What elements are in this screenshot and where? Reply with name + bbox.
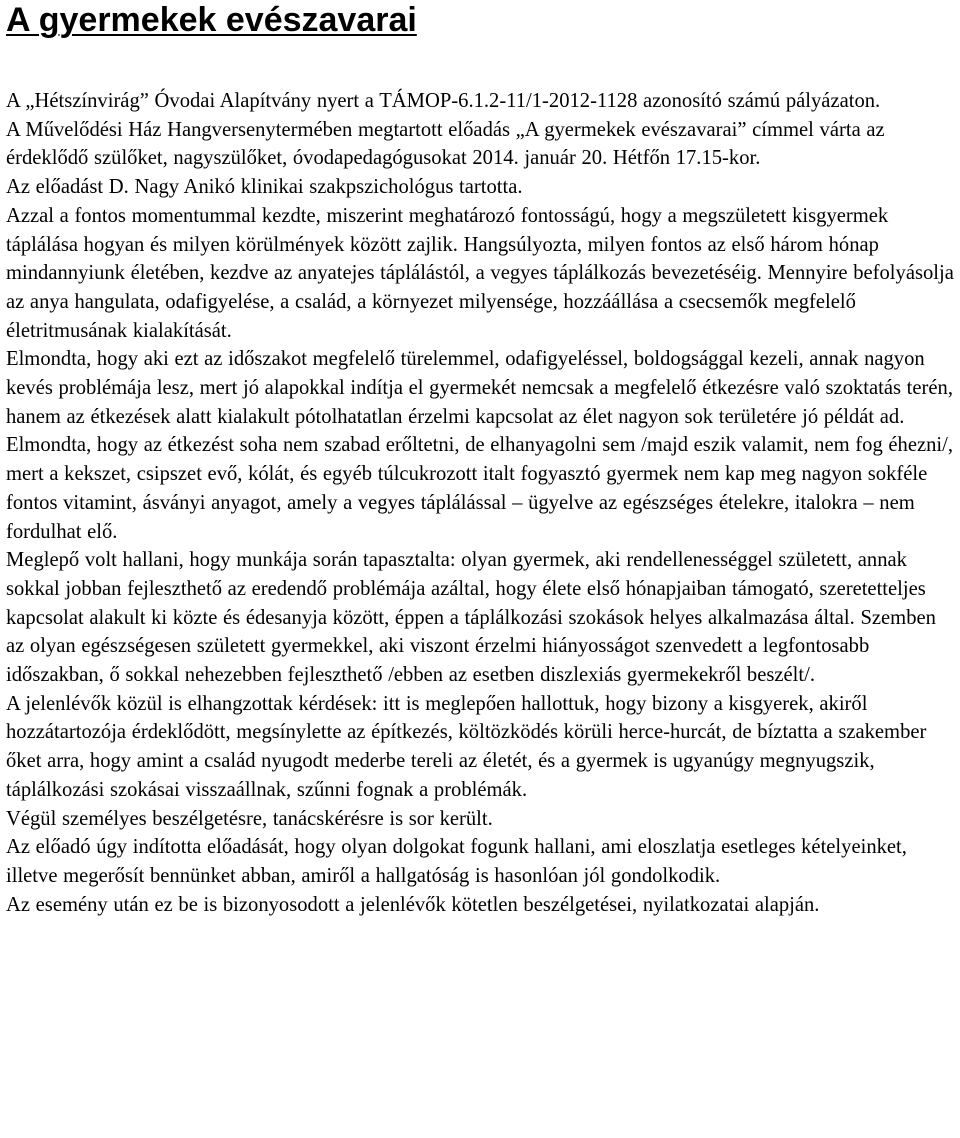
paragraph-conclusion: Az esemény után ez be is bizonyosodott a jelenlévők kötetlen beszélgetései, nyilatkozatai alapján. [6,893,820,916]
page-title: A gyermekek evészavarai [6,1,417,39]
paragraph-development: Meglepő volt hallani, hogy munkája során tapasztalta: olyan gyermek, aki rendellenességgel született, annak sokkal jobban fejleszthető az eredendő problémája azáltal, hogy élete első hónapjaiban támogató, szeretetteljes kapcsolat alakult ki közte és édesanyja között, éppen a táplálkozási szokások helyes alkalmazása által. Szemben az olyan egészségesen született gyermekkel, aki viszont érzelmi hiányosságot szenvedett a legfontosabb időszakban, ő sokkal nehezebben fejleszthető /ebben az esetben diszlexiás gyermekekről beszélt/. [6,549,936,687]
paragraph-presenter: Az előadást D. Nagy Anikó klinikai szakpszichológus tartotta. [6,176,523,199]
paragraph-grant: A „Hétszínvirág” Óvodai Alapítvány nyert a TÁMOP-6.1.2-11/1-2012-1128 azonosító számú pályázaton. [6,90,881,112]
paragraph-consultation: Végül személyes beszélgetésre, tanácskérésre is sor került. [6,807,493,830]
document-page [6,0,958,919]
paragraph-no-forcing: Elmondta, hogy az étkezést soha nem szabad erőltetni, de elhanyagolni sem /majd eszik valamit, nem fog éhezni/, mert a kekszet, csipszet evő, kólát, és egyéb túlcukrozott italt fogyasztó gyermek nem kap meg nagyon sokféle fontos vitamint, ásványi anyagot, amely a vegyes táplálással – ügyelve az egészséges ételekre, italokra – nem fordulhat elő. [6,434,953,543]
paragraph-first-months: Azzal a fontos momentummal kezdte, miszerint meghatározó fontosságú, hogy a megszületett kisgyermek táplálása hogyan és milyen körülmények között zajlik. Hangsúlyozta, milyen fontos az első három hónap mindannyiunk életében, kezdve az anyatejes táplálástól, a vegyes táplálkozás bevezetéséig. Mennyire befolyásolja az anya hangulata, odafigyelése, a család, a környezet milyensége, hozzáállása a csecsemők megfelelő életritmusának kialakítását. [6,204,954,342]
paragraph-questions: A jelenlévők közül is elhangzottak kérdések: itt is meglepően hallottuk, hogy bizony a kisgyerek, akiről hozzátartozója érdeklődött, megsínylette az építkezés, költözködés körüli herce-hurcát, de bíztatta a szakember őket arra, hogy amint a család nyugodt mederbe tereli az életét, és a gyermek is ugyanúgy megnyugszik, táplálkozási szokásai visszaállnak, szűnni fognak a problémák. [6,692,927,801]
paragraph-presenter-aim: Az előadó úgy indította előadását, hogy olyan dolgokat fogunk hallani, ami eloszlatja esetleges kételyeinket, illetve megerősít bennünket abban, amiről a hallgatóság is hasonlóan jól gondolkodik. [6,836,907,887]
paragraph-event-intro: A Művelődési Ház Hangversenytermében megtartott előadás „A gyermekek evészavarai” címmel várta az érdeklődő szülőket, nagyszülőket, óvodapedagógusokat 2014. január 20. Hétfőn 17.15-kor. [6,118,885,170]
article-body [6,87,958,919]
paragraph-patience: Elmondta, hogy aki ezt az időszakot megfelelő türelemmel, odafigyeléssel, boldogsággal kezeli, annak nagyon kevés problémája lesz, mert jó alapokkal indítja el gyermekét nemcsak a megfelelő étkezésre való szoktatás terén, hanem az étkezések alatt kialakult pótolhatatlan érzelmi kapcsolat az élet nagyon sok területére jó példát ad. [6,348,953,428]
